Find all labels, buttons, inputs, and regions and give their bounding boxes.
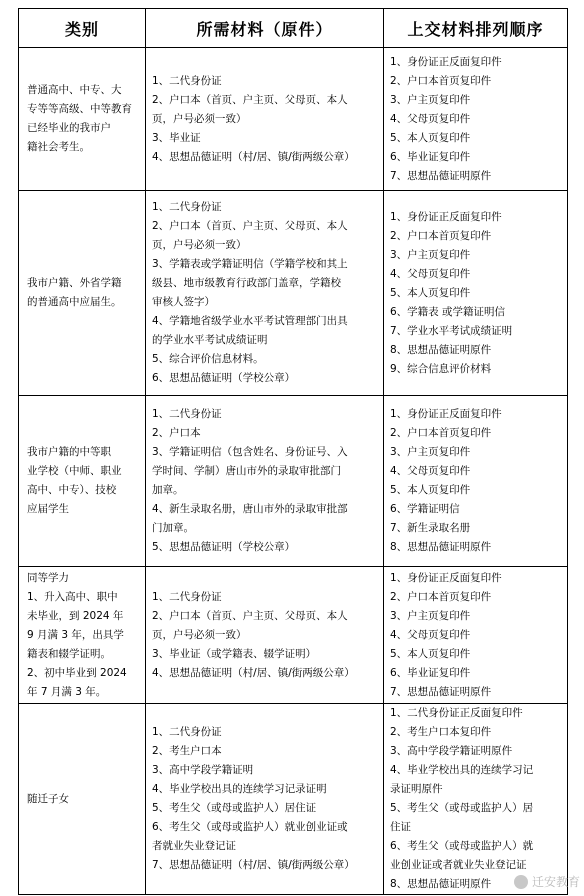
cell-line: 4、毕业学校出具的连续学习记录证明 [152,783,327,795]
cell-line: 3、学籍证明信（包含姓名、身份证号、入 [152,446,348,458]
cell-line: 2、户口本（首页、户主页、父母页、本人 [152,609,348,622]
cell-line: 3、毕业证 [152,131,201,144]
header-category: 类别 [19,9,146,48]
cell-line: 2、户口本（首页、户主页、父母页、本人 [152,220,348,232]
cell-line: 4、父母页复印件 [390,628,471,641]
cell-line: 的学业水平考试成绩证明 [152,334,268,346]
cell-line: 2、户口本首页复印件 [390,590,492,603]
cell-line: 1、身份证正反面复印件 [390,210,502,223]
cell-line: 8、思想品德证明原件 [390,878,492,890]
category-cell [19,191,146,396]
cell-line: 5、本人页复印件 [390,131,471,144]
cell-line: 2、考生户口本复印件 [390,726,492,738]
cell-line: 2、户口本首页复印件 [390,74,492,87]
cell-line: 5、本人页复印件 [390,286,471,299]
cell-line: 3、高中学段学籍证明原件 [390,745,513,757]
header-materials: 所需材料（原件） [146,9,384,48]
table-row [19,48,568,191]
materials-cell [146,704,384,895]
cell-line: 7、新生录取名册 [390,522,471,534]
cell-line: 4、思想品德证明（村/居、镇/街两级公章） [152,666,355,679]
cell-line: 门加章。 [152,522,194,534]
cell-line: 1、二代身份证 [152,726,222,738]
cell-line: 1、二代身份证 [152,201,222,213]
cell-line: 加章。 [152,484,184,496]
cell-line: 5、思想品德证明（学校公章） [152,541,296,553]
cell-line: 学时间、学制）唐山市外的录取审批部门 [152,465,341,477]
watermark [514,873,580,890]
cell-line: 未毕业，到 2024 年 [27,609,124,622]
cell-line: 2、户口本首页复印件 [390,427,492,439]
cell-line: 6、毕业证复印件 [390,150,471,163]
cell-line: 1、身份证正反面复印件 [390,408,502,420]
cell-line: 2、考生户口本 [152,745,222,757]
cell-line: 1、二代身份证正反面复印件 [390,707,523,719]
cell-line: 4、父母页复印件 [390,465,471,477]
cell-line: 4、学籍地省级学业水平考试管理部门出具 [152,315,348,327]
cell-line: 6、学籍证明信 [390,503,460,515]
header-order: 上交材料排列顺序 [384,9,568,48]
cell-line: 页，户号必须一致） [152,628,247,641]
category-cell [19,48,146,191]
cell-line: 住证 [390,821,411,833]
cell-line: 5、本人页复印件 [390,484,471,496]
cell-line: 专等等高级、中等教育 [27,103,132,115]
cell-line: 同等学力 [27,571,69,584]
cell-line: 2、户口本（首页、户主页、父母页、本人 [152,93,348,106]
header-row [19,9,568,48]
cell-line: 的普通高中应届生。 [27,296,122,308]
cell-line: 7、思想品德证明原件 [390,685,492,698]
materials-cell [146,48,384,191]
cell-line: 审核人签字） [152,296,215,308]
cell-line: 3、户主页复印件 [390,446,471,458]
cell-line: 页，户号必须一致） [152,239,247,251]
cell-line: 4、毕业学校出具的连续学习记 [390,764,534,776]
cell-line: 1、身份证正反面复印件 [390,55,502,68]
category-cell [19,704,146,895]
cell-line: 2、初中毕业到 2024 [27,666,127,679]
watermark-text: 迁安教育 [531,875,580,889]
materials-cell [146,191,384,396]
table-row [19,704,568,895]
cell-line: 5、考生父（或母或监护人）居住证 [152,802,317,814]
cell-line: 4、父母页复印件 [390,267,471,280]
cell-line: 8、思想品德证明原件 [390,541,492,553]
table-row [19,567,568,704]
cell-line: 3、毕业证（或学籍表、辍学证明） [152,647,317,660]
cell-line: 我市户籍的中等职 [27,446,111,458]
cell-line: 高中、中专）、技校 [27,484,117,496]
materials-table [18,8,568,895]
category-cell [19,567,146,704]
cell-line: 1、身份证正反面复印件 [390,571,502,584]
cell-line: 2、户口本首页复印件 [390,229,492,242]
cell-line: 9 月满 3 年，出具学 [27,628,124,641]
cell-line: 已经毕业的我市户 [27,122,111,134]
cell-line: 1、升入高中、职中 [27,590,118,603]
cell-line: 5、本人页复印件 [390,647,471,660]
order-cell [384,704,568,895]
order-cell [384,48,568,191]
table-row [19,396,568,567]
cell-line: 3、高中学段学籍证明 [152,764,254,776]
cell-line: 7、思想品德证明（村/居、镇/街两级公章） [152,859,355,871]
cell-line: 年 7 月满 3 年。 [27,685,107,698]
order-cell [384,396,568,567]
cell-line: 1、二代身份证 [152,74,222,87]
wechat-logo-icon [514,875,528,889]
cell-line: 5、考生父（或母或监护人）居 [390,802,534,814]
order-cell [384,191,568,396]
cell-line: 8、思想品德证明原件 [390,343,492,356]
cell-line: 7、思想品德证明原件 [390,169,492,182]
cell-line: 3、学籍表或学籍证明信（学籍学校和其上 [152,258,348,270]
cell-line: 3、户主页复印件 [390,93,471,106]
cell-line: 4、思想品德证明（村/居、镇/街两级公章） [152,150,355,163]
cell-line: 录证明原件 [390,783,443,795]
cell-line: 4、新生录取名册，唐山市外的录取审批部 [152,503,348,515]
cell-line: 我市户籍、外省学籍 [27,277,122,289]
table-row [19,191,568,396]
cell-line: 普通高中、中专、大 [27,84,122,96]
cell-line: 6、毕业证复印件 [390,666,471,679]
cell-line: 者就业失业登记证 [152,840,236,852]
cell-line: 籍表和辍学证明。 [27,647,111,660]
materials-cell [146,567,384,704]
cell-line: 6、思想品德证明（学校公章） [152,372,296,384]
cell-line: 业创业证或者就业失业登记证 [390,859,527,871]
category-cell [19,396,146,567]
cell-line: 页，户号必须一致） [152,112,247,125]
order-cell [384,567,568,704]
cell-line: 籍社会考生。 [27,141,90,153]
cell-line: 1、二代身份证 [152,408,222,420]
cell-line: 7、学业水平考试成绩证明 [390,324,513,337]
cell-line: 5、综合评价信息材料。 [152,353,264,365]
cell-line: 9、综合信息评价材料 [390,362,492,375]
cell-line: 6、考生父（或母或监护人）就业创业证或 [152,821,348,833]
cell-line: 6、学籍表 或学籍证明信 [390,305,506,318]
cell-line: 级县、地市级教育行政部门盖章，学籍校 [152,277,341,289]
cell-line: 业学校（中师、职业 [27,465,122,477]
cell-line: 1、二代身份证 [152,590,222,603]
cell-line: 3、户主页复印件 [390,248,471,261]
cell-line: 应届学生 [27,503,69,515]
materials-cell [146,396,384,567]
cell-line: 随迁子女 [27,792,69,805]
cell-line: 6、考生父（或母或监护人）就 [390,840,534,852]
cell-line: 3、户主页复印件 [390,609,471,622]
cell-line: 2、户口本 [152,427,201,439]
cell-line: 4、父母页复印件 [390,112,471,125]
